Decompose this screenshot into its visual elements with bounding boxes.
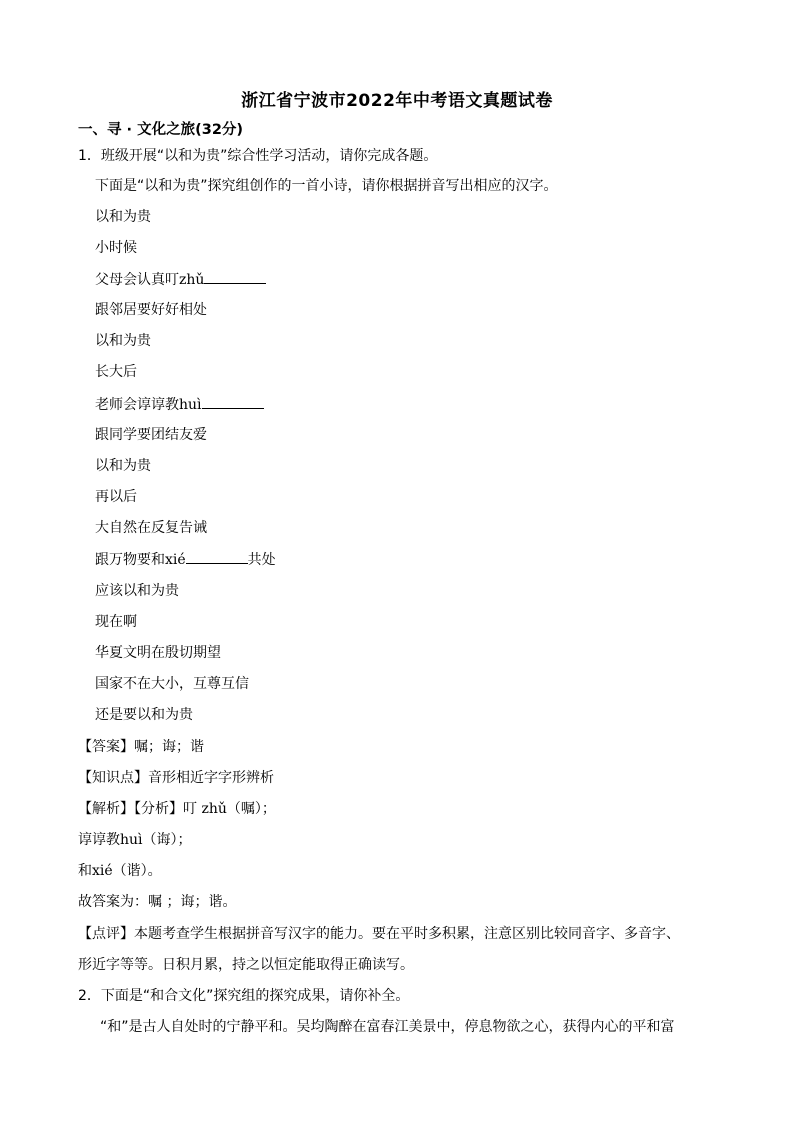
answer-blank[interactable] — [186, 549, 248, 564]
poem-line — [95, 549, 276, 570]
conclusion-line: 故答案为：嘱 ；诲；谐。 — [78, 894, 237, 910]
answer-line — [78, 737, 204, 757]
poem-line-text: 共处 — [247, 552, 276, 568]
pinyin: huì — [120, 832, 143, 848]
analysis-char: （嘱）； — [226, 801, 276, 817]
poem-line: 还是要以和为贵 — [95, 707, 193, 723]
analysis-text: 谆谆教 — [78, 832, 120, 848]
analysis-line — [78, 830, 192, 850]
answer-blank[interactable] — [204, 269, 266, 284]
poem-line: 长大后 — [95, 364, 137, 380]
analysis-line — [78, 799, 276, 819]
comment-line: 形近字等等。日积月累，持之以恒定能取得正确读写。 — [78, 957, 414, 973]
poem-line: 跟同学要团结友爱 — [95, 427, 207, 443]
poem-line: 大自然在反复告诫 — [95, 520, 207, 536]
document-title: 浙江省宁波市2022年中考语文真题试卷 — [241, 91, 553, 111]
knowledge-text: 音形相近字字形辨析 — [148, 770, 274, 786]
comment-text: 本题考查学生根据拼音写汉字的能力。要在平时多积累，注意区别比较同音字、多音字、 — [134, 926, 680, 942]
poem-line: 以和为贵 — [95, 209, 151, 225]
knowledge-tag: 【知识点】 — [78, 770, 148, 786]
knowledge-line — [78, 768, 274, 788]
pinyin: xié — [165, 552, 186, 568]
poem-line: 国家不在大小，互尊互信 — [95, 676, 249, 692]
analysis-sub: 【分析】叮 — [134, 801, 197, 817]
section-heading: 一、寻 · 文化之旅(32分) — [78, 122, 244, 138]
poem-line: 以和为贵 — [95, 458, 151, 474]
poem-line: 跟邻居要好好相处 — [95, 302, 207, 318]
comment-tag: 【点评】 — [78, 926, 134, 942]
poem-line — [95, 394, 264, 415]
poem-line-text: 跟万物要和 — [95, 552, 165, 568]
question-1-intro: 1．班级开展“以和为贵”综合性学习活动，请你完成各题。 — [78, 148, 438, 164]
question-1-prompt: 下面是“以和为贵”探究组创作的一首小诗，请你根据拼音写出相应的汉字。 — [95, 178, 558, 194]
poem-line: 应该以和为贵 — [95, 583, 179, 599]
answer-text: 嘱；诲；谐 — [134, 739, 204, 755]
poem-line — [95, 269, 266, 290]
pinyin: xié — [92, 863, 113, 879]
poem-line-text: 老师会谆谆教 — [95, 397, 179, 413]
analysis-text: 和 — [78, 863, 92, 879]
poem-line: 小时候 — [95, 240, 137, 256]
answer-tag: 【答案】 — [78, 739, 134, 755]
poem-line: 再以后 — [95, 489, 137, 505]
analysis-tag: 【解析】 — [78, 801, 134, 817]
analysis-line — [78, 861, 162, 881]
pinyin: zhǔ — [179, 272, 205, 288]
pinyin: zhǔ — [201, 801, 227, 817]
pinyin: huì — [179, 397, 202, 413]
question-2-intro: 2．下面是“和合文化”探究组的探究成果，请你补全。 — [78, 988, 410, 1004]
poem-line: 现在啊 — [95, 614, 137, 630]
answer-blank[interactable] — [202, 394, 264, 409]
poem-line-text: 父母会认真叮 — [95, 272, 179, 288]
analysis-char: （诲）； — [142, 832, 192, 848]
analysis-char: （谐）。 — [112, 863, 162, 879]
poem-line: 以和为贵 — [95, 333, 151, 349]
question-2-text: “和”是古人自处时的宁静平和。吴均陶醉在富春江美景中，停息物欲之心，获得内心的平和富 — [100, 1019, 675, 1035]
poem-line: 华夏文明在殷切期望 — [95, 645, 221, 661]
comment-line — [78, 924, 680, 944]
